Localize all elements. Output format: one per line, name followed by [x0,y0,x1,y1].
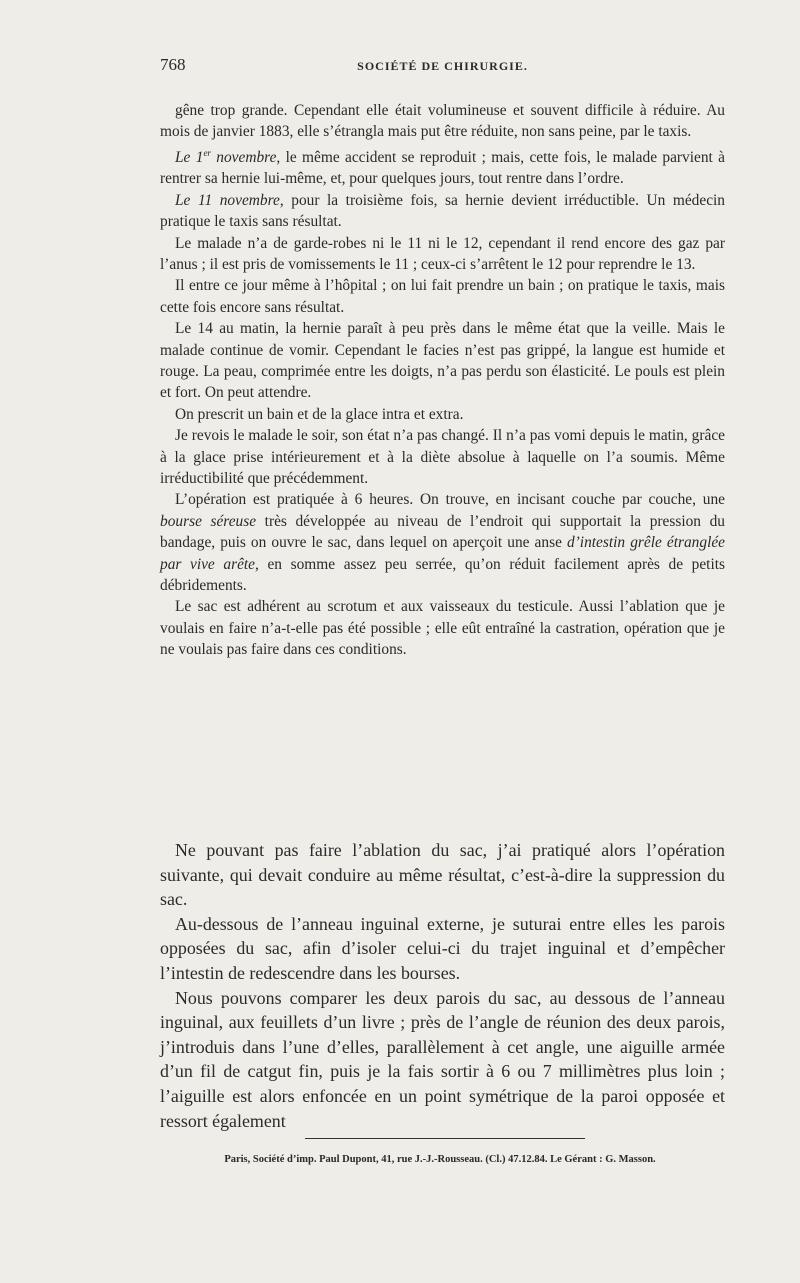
text-run: On prescrit un bain et de la glace intra et extra. [175,405,464,423]
text-run: gêne trop grande. Cependant elle était volumineuse et souvent difficile à réduire. Au mois de janvier 1883, elle s’étrangla mais put être réduite, non sans peine, par le taxis. [160,102,725,141]
page-number: 768 [160,55,186,74]
text-run: Le malade n’a de garde-robes ni le 11 ni le 12, cependant il rend encore des gaz par l’anus ; il est pris de vomissements le 11 ; ceux-ci s’arrêtent le 12 pour reprendre le 13. [160,234,725,273]
text-run: L’opération est pratiquée à 6 heures. On trouve, en incisant couche par couche, une [175,491,725,509]
paragraph [160,318,725,404]
footer-rule [305,1138,585,1139]
paragraph [160,912,725,986]
paragraph [160,190,725,233]
italic-text: bourse séreuse [160,512,257,530]
text-run: , pour la troisième fois, sa hernie devient irréductible. Un médecin pratique le taxis sans résultat. [160,191,725,231]
case-report-text [160,100,725,661]
text-run: Il entre ce jour même à l’hôpital ; on lui fait prendre un bain ; on pratique le taxis, mais cette fois encore sans résultat. [160,277,725,316]
paragraph [160,275,725,318]
paragraph [160,838,725,912]
paragraph [160,233,725,276]
italic-text: d’intestin grêle étranglée par vive arête [160,534,726,573]
text-run: très développée au niveau de l’endroit qui supportait la pression du bandage, puis on ouvre le sac, dans lequel on aperçoit une anse [160,512,725,552]
text-run: Je revois le malade le soir, son état n’a pas changé. Il n’a pas vomi depuis le matin, grâce à la glace prise intérieurement et à la diète absolue à laquelle on l’a soumis. Même irréductibilité que précédemment. [160,427,725,488]
italic-text: Le 11 novembre [175,191,280,209]
paragraph [160,143,725,190]
main-text [160,838,725,1133]
italic-text: Le 1 [175,148,204,166]
running-head: SOCIÉTÉ DE CHIRURGIE. [357,59,528,73]
paragraph [160,489,725,596]
paragraph [160,100,725,143]
paragraph [160,986,725,1134]
paragraph [160,596,725,660]
text-run: Le sac est adhérent au scrotum et aux vaisseaux du testicule. Aussi l’ablation que je voulais en faire n’a-t-elle pas été possible ; elle eût entraîné la castration, opération que je ne voulais pas faire dans ces conditions. [160,598,725,659]
paragraph [160,425,725,489]
text-run: , en somme assez peu serrée, qu’on réduit facilement après de petits débridements. [160,555,726,595]
text-run: Nous pouvons comparer les deux parois du sac, au dessous de l’anneau inguinal, aux feuillets d’un livre ; près de l’angle de réunion des deux parois, j’introduis dans l’une d’elles, parallèlement à cet angle, une aiguille armée d’un fil de catgut fin, puis je la fais sortir à 6 ou 7 millimètres plus loin ; l’aiguille est alors enfoncée en un point symétrique de la paroi opposée et ressort également [160,987,725,1131]
page-header [160,55,725,85]
italic-text: novembre [210,148,277,166]
imprint-footer: Paris, Société d’imp. Paul Dupont, 41, rue J.-J.-Rousseau. (Cl.) 47.12.84. Le Gérant : G. Masson. [224,1154,656,1165]
paragraph [160,404,725,425]
text-run: Le 14 au matin, la hernie paraît à peu près dans le même état que la veille. Mais le malade continue de vomir. Cependant le facies n’est pas grippé, la langue est humide et rouge. La peau, comprimée entre les doigts, n’a pas perdu son élasticité. Le pouls est plein et fort. On peut attendre. [160,320,725,402]
italic-text: er [203,147,211,158]
text-run: , le même accident se reproduit ; mais, cette fois, le malade parvient à rentrer sa hernie lui-même, et, pour quelques jours, tout rentre dans l’ordre. [160,148,725,188]
text-run: Ne pouvant pas faire l’ablation du sac, j’ai pratiqué alors l’opération suivante, qui devait conduire au même résultat, c’est-à-dire la suppression du sac. [160,840,725,910]
text-run: Au-dessous de l’anneau inguinal externe, je suturai entre elles les parois opposées du sac, afin d’isoler celui-ci du trajet inguinal et d’empêcher l’intestin de redescendre dans les bourses. [160,913,725,983]
